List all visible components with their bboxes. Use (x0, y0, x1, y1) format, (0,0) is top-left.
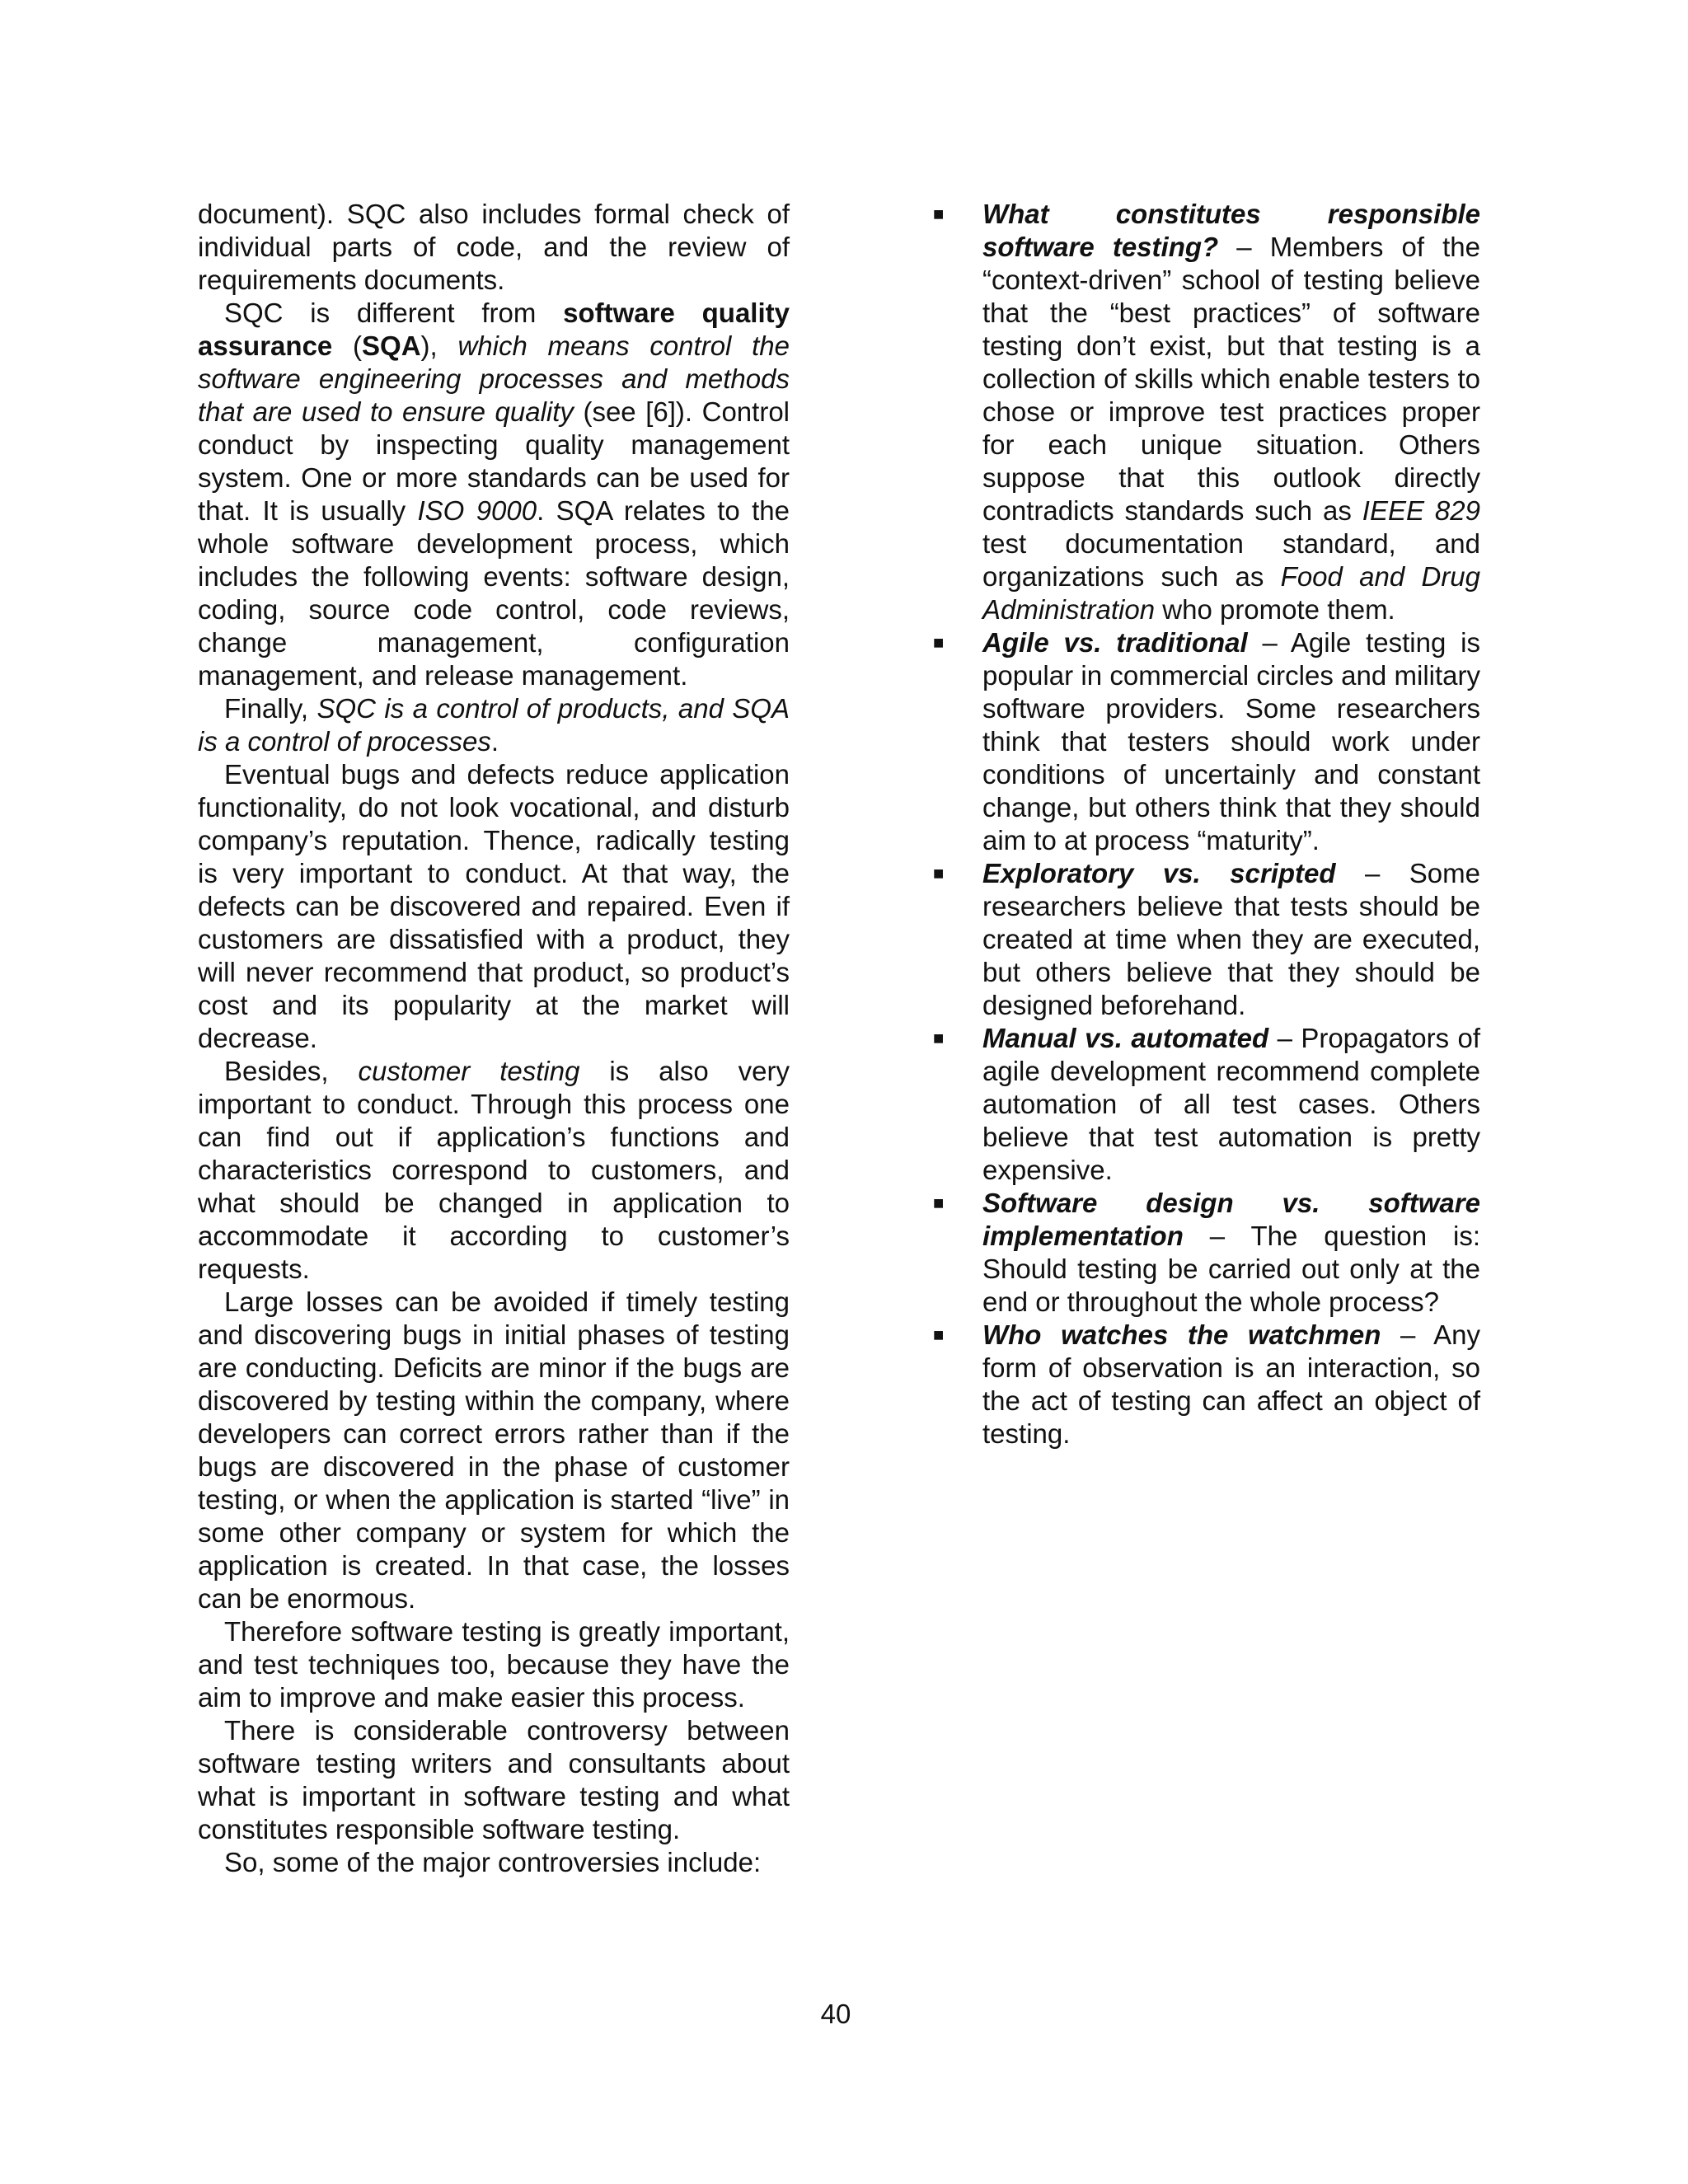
term-sqa: SQA (362, 330, 421, 361)
page-number: 40 (820, 1999, 851, 2029)
list-item-heading: Software design vs. software implementation (982, 1188, 1480, 1251)
paragraph-text: . SQA relates to the whole software development process, which includes the following events: software design, coding, source code control, code reviews, change management, configuration management, and release management. (198, 495, 790, 691)
list-item-body: test documentation standard, and organizations such as (982, 528, 1480, 592)
paragraph-text: document). SQC also includes formal check of individual parts of code, and the review of requirements documents. (198, 199, 790, 295)
term-iso-9000: ISO 9000 (417, 495, 537, 526)
left-column (198, 198, 790, 1879)
list-item-text (982, 198, 1480, 626)
list-item-heading: Who watches the watchmen (982, 1319, 1381, 1350)
term-food-and-drug-administration: Food and Drug Administration (982, 561, 1481, 625)
list-item-body: – The question is: Should testing be carried out only at the end or throughout the whole process? (982, 1221, 1480, 1317)
list-item-body: – Agile testing is popular in commercial circles and military software providers. Some researchers think that testers should work under conditions of uncertainly and constant change, but others think that they should aim to at process “maturity”. (982, 627, 1480, 855)
right-column (933, 198, 1480, 1451)
term-customer-testing: customer testing (358, 1056, 580, 1086)
list-item-text (982, 1187, 1480, 1319)
paragraph-text: Large losses can be avoided if timely testing and discovering bugs in initial phases of testing are conducting. Deficits are minor if the bugs are discovered by testing within the company, where developers can correct errors rather than if the bugs are discovered in the phase of customer testing, or when the application is started “live” in some other company or system for which the application is created. In that case, the losses can be enormous. (198, 1286, 790, 1614)
square-bullet-icon: ■ (933, 863, 945, 883)
paragraph-text: Therefore software testing is greatly important, and test techniques too, because they have the aim to improve and make easier this process. (198, 1616, 790, 1713)
list-item-heading: Manual vs. automated (982, 1023, 1269, 1053)
square-bullet-icon: ■ (933, 1193, 945, 1213)
list-item-text (982, 626, 1480, 857)
list-item-heading: Exploratory vs. scripted (982, 858, 1336, 888)
paragraph-text: ( (332, 330, 363, 361)
list-item-heading: Agile vs. traditional (982, 627, 1248, 658)
list-item-body: – Some researchers believe that tests should be created at time when they are executed, but others believe that they should be designed beforehand. (982, 858, 1480, 1020)
paragraph-text: So, some of the major controversies include: (224, 1847, 762, 1877)
term-ieee-829: IEEE 829 (1362, 495, 1480, 526)
paragraph-sqc-vs-sqa (198, 692, 790, 758)
list-item (933, 857, 1480, 1022)
controversies-list (933, 198, 1480, 1451)
paragraph-testing-importance (198, 1615, 790, 1714)
list-item-heading: What constitutes responsible software testing? (982, 199, 1480, 262)
paragraph-sqa-definition (198, 297, 790, 692)
paragraph-text: is also very important to conduct. Through this process one can find out if application’s functions and characteristics correspond to customers, and what should be changed in application to accommodate it according to customer’s requests. (198, 1056, 790, 1284)
paragraph-large-losses (198, 1286, 790, 1615)
list-item (933, 1022, 1480, 1187)
paragraph-text: Eventual bugs and defects reduce application functionality, do not look vocational, and disturb company’s reputation. Thence, radically testing is very important to conduct. At that way, the defects can be discovered and repaired. Even if customers are dissatisfied with a product, they will never recommend that product, so product’s cost and its popularity at the market will decrease. (198, 759, 790, 1053)
list-item (933, 1319, 1480, 1451)
list-item-text (982, 1022, 1480, 1187)
paragraph-sqc-continued (198, 198, 790, 297)
list-item-text (982, 1319, 1480, 1451)
square-bullet-icon: ■ (933, 1028, 945, 1048)
list-item-body: – Propagators of agile development recommend complete automation of all test cases. Others believe that test automation is pretty expensive. (982, 1023, 1480, 1185)
paragraph-text: . (490, 726, 499, 757)
paragraph-major-controversies (198, 1846, 790, 1879)
paragraph-text: (see [6]). Control conduct by inspecting quality management system. One or more standards can be used for that. It is usually (198, 396, 790, 526)
square-bullet-icon: ■ (933, 204, 945, 224)
list-item-body: – Any form of observation is an interaction, so the act of testing can affect an object of testing. (982, 1319, 1480, 1449)
term-software-quality-assurance: software quality assurance (198, 298, 790, 361)
paragraph-text: Finally, (224, 693, 317, 724)
square-bullet-icon: ■ (933, 1324, 945, 1345)
paragraph-text: There is considerable controversy between software testing writers and consultants about what is important in software testing and what constitutes responsible software testing. (198, 1715, 790, 1844)
list-item-body: – Members of the “context-driven” school of testing believe that the “best practices” of software testing don’t exist, but that testing is a collection of skills which enable testers to chose or improve test practices proper for each unique situation. Others suppose that this outlook directly contradicts standards such as (982, 232, 1480, 526)
paragraph-bugs-defects (198, 758, 790, 1055)
paragraph-customer-testing (198, 1055, 790, 1286)
list-item-body: who promote them. (1155, 594, 1395, 625)
sqa-definition-italic: which means control the software engineering processes and methods that are used to ensure quality (198, 330, 790, 427)
paragraph-text: Besides, (224, 1056, 359, 1086)
paragraph-text: ), (420, 330, 458, 361)
list-item (933, 198, 1480, 626)
square-bullet-icon: ■ (933, 632, 945, 653)
paragraph-controversy (198, 1714, 790, 1846)
sqc-sqa-summary-italic: SQC is a control of products, and SQA is a control of processes (198, 693, 790, 757)
list-item (933, 1187, 1480, 1319)
paragraph-text: SQC is different from (224, 298, 564, 328)
list-item-text (982, 857, 1480, 1022)
list-item (933, 626, 1480, 857)
